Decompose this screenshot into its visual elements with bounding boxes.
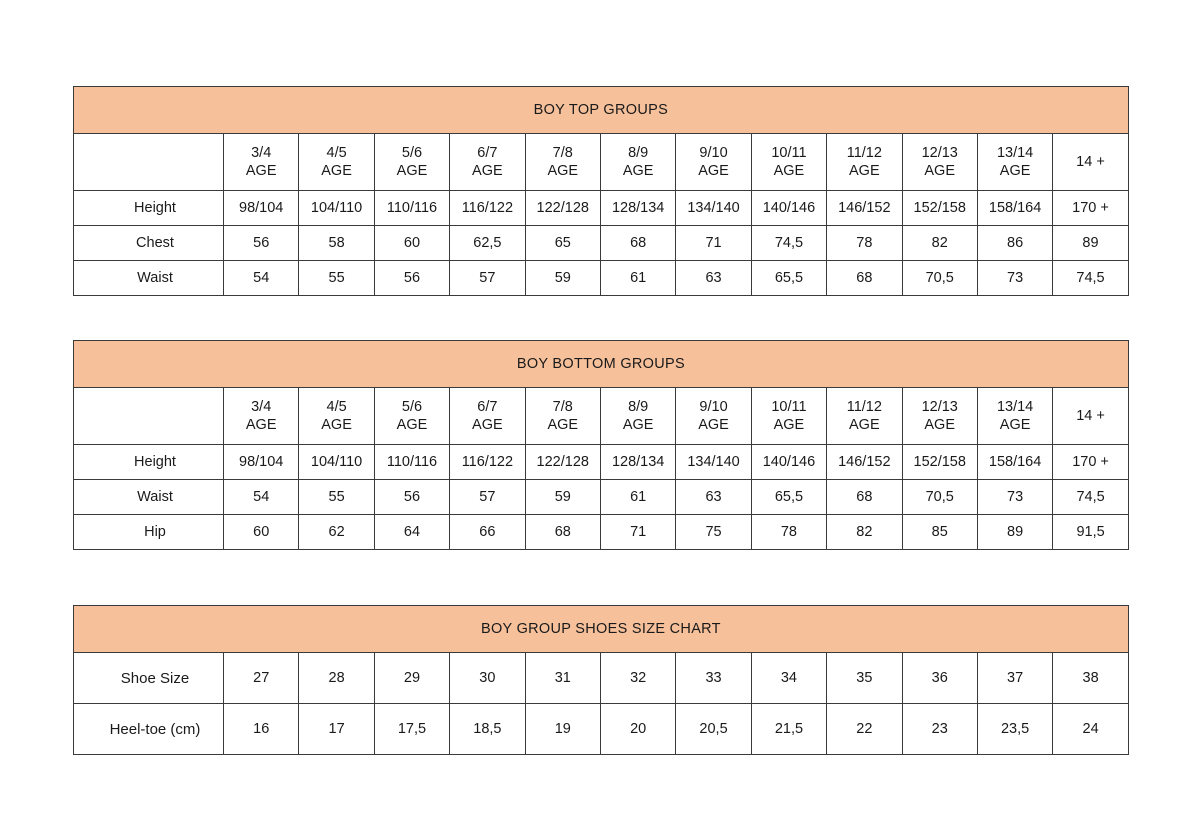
table-cell: 33: [676, 653, 751, 704]
table-cell: 59: [525, 261, 600, 296]
row-label: Chest: [74, 226, 224, 261]
column-header: 12/13 AGE: [902, 388, 977, 445]
table-cell: 64: [374, 515, 449, 550]
column-header: 6/7 AGE: [450, 388, 525, 445]
table-cell: 23,5: [977, 704, 1052, 755]
table-cell: 28: [299, 653, 374, 704]
boy-top-groups-table: [73, 86, 1129, 296]
table-cell: 146/152: [827, 445, 902, 480]
table-cell: 24: [1053, 704, 1129, 755]
table-cell: 89: [1053, 226, 1128, 261]
table-cell: 27: [224, 653, 299, 704]
table-cell: 122/128: [525, 191, 600, 226]
table-cell: 71: [600, 515, 675, 550]
table-cell: 65: [525, 226, 600, 261]
column-header: 6/7 AGE: [450, 134, 525, 191]
table-row: [74, 653, 1129, 704]
table-cell: 66: [450, 515, 525, 550]
column-header: 3/4 AGE: [224, 134, 299, 191]
table-cell: 128/134: [600, 445, 675, 480]
table-cell: 65,5: [751, 480, 826, 515]
table-cell: 158/164: [977, 445, 1052, 480]
table-cell: 22: [827, 704, 902, 755]
table-cell: 32: [600, 653, 675, 704]
table-cell: 56: [374, 480, 449, 515]
table-cell: 89: [977, 515, 1052, 550]
table-cell: 116/122: [450, 191, 525, 226]
row-label: Height: [74, 191, 224, 226]
table-row: [74, 480, 1129, 515]
row-label: Shoe Size: [74, 653, 224, 704]
size-charts-page: [73, 86, 1128, 755]
table-cell: 56: [224, 226, 299, 261]
table-cell: 68: [525, 515, 600, 550]
header-blank-cell: [74, 134, 224, 191]
table-cell: 82: [902, 226, 977, 261]
table-cell: 104/110: [299, 445, 374, 480]
table-cell: 68: [827, 261, 902, 296]
table-cell: 134/140: [676, 445, 751, 480]
table-cell: 62: [299, 515, 374, 550]
table-row: [74, 191, 1129, 226]
table-cell: 59: [525, 480, 600, 515]
table-cell: 60: [374, 226, 449, 261]
section-spacer: [73, 550, 1128, 605]
table-row: [74, 445, 1129, 480]
table-cell: 30: [450, 653, 525, 704]
table-title-row: [74, 341, 1129, 388]
column-header: 7/8 AGE: [525, 388, 600, 445]
table-cell: 110/116: [374, 445, 449, 480]
table-cell: 73: [977, 261, 1052, 296]
table-cell: 19: [525, 704, 600, 755]
table-cell: 20,5: [676, 704, 751, 755]
table-cell: 36: [902, 653, 977, 704]
column-header: 9/10 AGE: [676, 134, 751, 191]
table-cell: 16: [224, 704, 299, 755]
table-cell: 140/146: [751, 445, 826, 480]
table-cell: 152/158: [902, 445, 977, 480]
column-header: 13/14 AGE: [977, 388, 1052, 445]
table-cell: 146/152: [827, 191, 902, 226]
table-cell: 65,5: [751, 261, 826, 296]
table-cell: 73: [977, 480, 1052, 515]
section-title: BOY BOTTOM GROUPS: [74, 341, 1129, 388]
table-cell: 170 +: [1053, 191, 1128, 226]
table-cell: 134/140: [676, 191, 751, 226]
table-cell: 140/146: [751, 191, 826, 226]
table-row: [74, 704, 1129, 755]
table-cell: 34: [751, 653, 826, 704]
column-header: 7/8 AGE: [525, 134, 600, 191]
table-cell: 63: [676, 261, 751, 296]
table-header-row: [74, 134, 1129, 191]
table-cell: 152/158: [902, 191, 977, 226]
table-cell: 56: [374, 261, 449, 296]
column-header: 4/5 AGE: [299, 388, 374, 445]
row-label: Waist: [74, 480, 224, 515]
table-row: [74, 515, 1129, 550]
table-cell: 78: [751, 515, 826, 550]
table-cell: 17: [299, 704, 374, 755]
table-cell: 70,5: [902, 261, 977, 296]
table-cell: 128/134: [600, 191, 675, 226]
table-cell: 74,5: [1053, 261, 1128, 296]
table-cell: 37: [977, 653, 1052, 704]
table-cell: 98/104: [224, 191, 299, 226]
table-cell: 17,5: [374, 704, 449, 755]
table-cell: 74,5: [1053, 480, 1129, 515]
table-cell: 122/128: [525, 445, 600, 480]
table-cell: 38: [1053, 653, 1129, 704]
section-spacer: [73, 296, 1128, 340]
column-header: 14 +: [1053, 388, 1129, 445]
table-header-row: [74, 388, 1129, 445]
table-cell: 55: [299, 480, 374, 515]
column-header: 11/12 AGE: [827, 134, 902, 191]
row-label: Height: [74, 445, 224, 480]
table-cell: 18,5: [450, 704, 525, 755]
column-header: 12/13 AGE: [902, 134, 977, 191]
table-cell: 23: [902, 704, 977, 755]
boy-bottom-groups-table: [73, 340, 1129, 550]
page-title: BOY TOP GROUPS: [74, 87, 1129, 134]
column-header: 8/9 AGE: [600, 388, 675, 445]
table-row: [74, 226, 1129, 261]
table-cell: 71: [676, 226, 751, 261]
table-cell: 62,5: [450, 226, 525, 261]
column-header: 11/12 AGE: [827, 388, 902, 445]
column-header: 9/10 AGE: [676, 388, 751, 445]
table-title-row: [74, 87, 1129, 134]
table-cell: 91,5: [1053, 515, 1129, 550]
table-cell: 20: [600, 704, 675, 755]
table-cell: 74,5: [751, 226, 826, 261]
table-cell: 86: [977, 226, 1052, 261]
table-cell: 58: [299, 226, 374, 261]
table-cell: 55: [299, 261, 374, 296]
row-label: Hip: [74, 515, 224, 550]
section-title: BOY GROUP SHOES SIZE CHART: [74, 606, 1129, 653]
table-cell: 57: [450, 480, 525, 515]
table-cell: 21,5: [751, 704, 826, 755]
table-cell: 104/110: [299, 191, 374, 226]
table-cell: 85: [902, 515, 977, 550]
row-label: Heel-toe (cm): [74, 704, 224, 755]
header-blank-cell: [74, 388, 224, 445]
table-cell: 57: [450, 261, 525, 296]
column-header: 10/11 AGE: [751, 134, 826, 191]
column-header: 5/6 AGE: [374, 134, 449, 191]
table-cell: 158/164: [977, 191, 1052, 226]
table-cell: 54: [224, 261, 299, 296]
column-header: 8/9 AGE: [600, 134, 675, 191]
table-cell: 61: [600, 261, 675, 296]
table-cell: 116/122: [450, 445, 525, 480]
table-cell: 75: [676, 515, 751, 550]
table-cell: 63: [676, 480, 751, 515]
table-cell: 35: [827, 653, 902, 704]
table-cell: 68: [827, 480, 902, 515]
table-title-row: [74, 606, 1129, 653]
table-cell: 70,5: [902, 480, 977, 515]
table-row: [74, 261, 1129, 296]
table-cell: 61: [600, 480, 675, 515]
boy-shoes-size-chart-table: [73, 605, 1129, 755]
column-header: 13/14 AGE: [977, 134, 1052, 191]
column-header: 3/4 AGE: [224, 388, 299, 445]
table-cell: 82: [827, 515, 902, 550]
table-cell: 60: [224, 515, 299, 550]
table-cell: 98/104: [224, 445, 299, 480]
row-label: Waist: [74, 261, 224, 296]
column-header: 5/6 AGE: [374, 388, 449, 445]
table-cell: 170 +: [1053, 445, 1129, 480]
table-cell: 29: [374, 653, 449, 704]
table-cell: 110/116: [374, 191, 449, 226]
column-header: 4/5 AGE: [299, 134, 374, 191]
table-cell: 31: [525, 653, 600, 704]
table-cell: 68: [600, 226, 675, 261]
table-cell: 78: [827, 226, 902, 261]
column-header: 10/11 AGE: [751, 388, 826, 445]
table-cell: 54: [224, 480, 299, 515]
column-header: 14 +: [1053, 134, 1128, 191]
